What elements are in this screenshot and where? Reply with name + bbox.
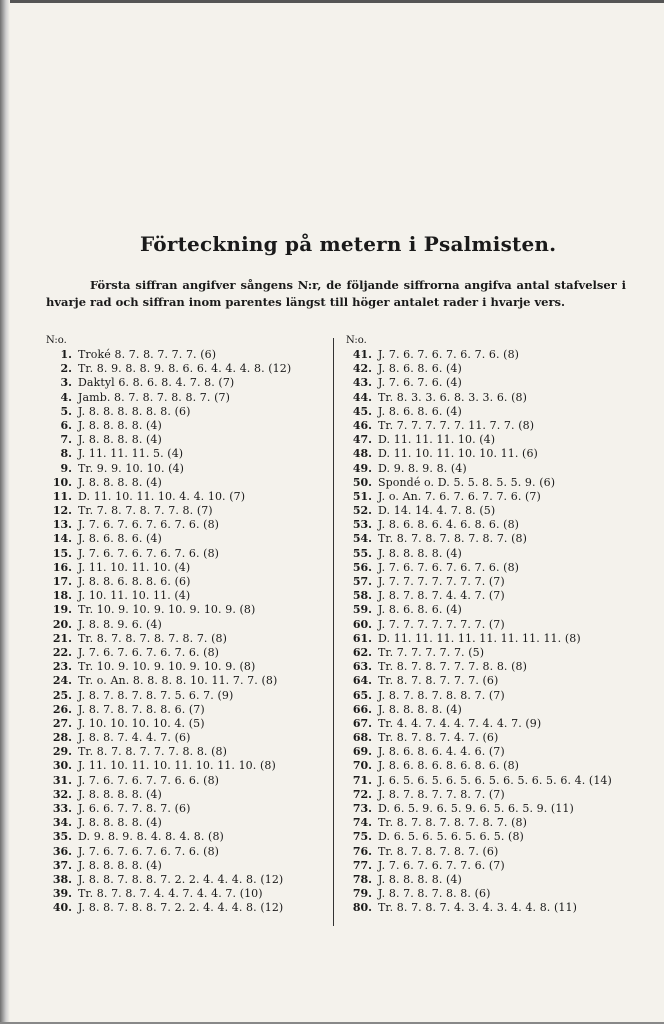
psalm-number: 36. bbox=[52, 844, 72, 858]
psalm-entry bbox=[346, 689, 636, 703]
psalm-number: 3. bbox=[60, 376, 72, 390]
psalm-number: 22. bbox=[52, 645, 72, 659]
psalm-number: 17. bbox=[52, 575, 72, 588]
psalm-entry bbox=[46, 391, 326, 405]
psalm-entry bbox=[346, 703, 636, 717]
psalm-meter: J. 10. 10. 10. 10. 4. (5) bbox=[78, 716, 205, 730]
psalm-entry bbox=[46, 788, 326, 802]
psalm-entry bbox=[46, 603, 326, 617]
psalm-entry bbox=[46, 618, 326, 632]
psalm-entry bbox=[346, 405, 636, 419]
psalm-meter: D. 14. 14. 4. 7. 8. (5) bbox=[378, 504, 496, 518]
psalm-number: 76. bbox=[352, 844, 372, 858]
psalm-entry bbox=[346, 462, 636, 476]
psalm-number: 12. bbox=[52, 504, 72, 518]
psalm-number: 50. bbox=[352, 475, 372, 489]
psalm-entry bbox=[46, 547, 326, 561]
psalm-entry bbox=[46, 575, 326, 589]
psalm-meter: Tr. o. An. 8. 8. 8. 8. 10. 11. 7. 7. (8) bbox=[78, 674, 278, 688]
psalm-number: 51. bbox=[352, 489, 372, 503]
psalm-meter: Tr. 9. 9. 10. 10. (4) bbox=[78, 461, 185, 475]
psalm-meter: J. 7. 6. 7. 6. 7. 6. 7. 6. (8) bbox=[78, 546, 220, 560]
psalm-meter: J. 8. 6. 8. 6. 4. 4. 6. (7) bbox=[378, 745, 505, 759]
psalm-entry bbox=[346, 532, 636, 546]
psalm-number: 65. bbox=[352, 688, 372, 702]
psalm-meter: J. 7. 6. 7. 6. 7. 7. 6. 6. (8) bbox=[78, 773, 220, 787]
psalm-number: 68. bbox=[352, 731, 372, 745]
psalm-meter: J. 8. 8. 8. 8. (4) bbox=[378, 546, 462, 560]
psalm-entry bbox=[46, 405, 326, 419]
psalm-meter: J. 7. 6. 7. 6. 7. 7. 6. (7) bbox=[378, 858, 505, 872]
psalm-meter: Daktyl 6. 8. 6. 8. 4. 7. 8. (7) bbox=[78, 376, 235, 390]
psalm-meter: J. 8. 8. 8. 8. (4) bbox=[78, 418, 162, 432]
psalm-number: 78. bbox=[352, 872, 372, 886]
psalm-number: 7. bbox=[60, 433, 72, 447]
psalm-entry bbox=[346, 859, 636, 873]
psalm-number: 45. bbox=[352, 404, 372, 418]
psalm-entry bbox=[46, 873, 326, 887]
psalm-meter: J. 6. 5. 6. 5. 6. 5. 6. 5. 6. 5. 6. 5. 6. 4. (14) bbox=[378, 773, 612, 787]
psalm-entry bbox=[346, 589, 636, 603]
psalm-entry bbox=[46, 745, 326, 759]
psalm-number: 31. bbox=[52, 773, 72, 787]
psalm-number: 73. bbox=[352, 802, 372, 815]
psalm-number: 49. bbox=[352, 461, 372, 475]
psalm-entry bbox=[46, 348, 326, 362]
psalm-entry bbox=[346, 447, 636, 461]
psalm-number: 18. bbox=[52, 589, 72, 603]
left-entry-list bbox=[46, 348, 326, 916]
psalm-number: 77. bbox=[352, 858, 372, 872]
psalm-meter: Spondé o. D. 5. 5. 8. 5. 5. 9. (6) bbox=[378, 475, 556, 489]
psalm-entry bbox=[346, 717, 636, 731]
psalm-number: 25. bbox=[52, 688, 72, 702]
psalm-entry bbox=[46, 447, 326, 461]
psalm-entry bbox=[46, 703, 326, 717]
psalm-number: 72. bbox=[352, 787, 372, 801]
psalm-number: 79. bbox=[352, 887, 372, 901]
psalm-meter: J. 8. 8. 8. 8. (4) bbox=[378, 872, 462, 886]
psalm-number: 8. bbox=[60, 447, 72, 461]
psalm-meter: Tr. 4. 4. 7. 4. 4. 7. 4. 4. 7. (9) bbox=[378, 716, 542, 730]
psalm-meter: Tr. 8. 7. 8. 7. 4. 4. 7. 4. 4. 7. (10) bbox=[78, 887, 263, 901]
psalm-entry bbox=[346, 433, 636, 447]
psalm-meter: J. 8. 8. 8. 8. (4) bbox=[78, 858, 162, 872]
psalm-entry bbox=[46, 802, 326, 816]
psalm-entry bbox=[346, 419, 636, 433]
psalm-entry bbox=[46, 589, 326, 603]
psalm-entry bbox=[346, 731, 636, 745]
psalm-entry bbox=[346, 887, 636, 901]
psalm-meter: J. 8. 8. 9. 6. (4) bbox=[78, 617, 162, 631]
psalm-meter: J. 8. 8. 8. 8. (4) bbox=[78, 816, 162, 830]
psalm-entry bbox=[346, 816, 636, 830]
psalm-entry bbox=[46, 561, 326, 575]
psalm-number: 6. bbox=[60, 418, 72, 432]
psalm-meter: J. 8. 6. 8. 6. (4) bbox=[78, 532, 162, 546]
psalm-number: 23. bbox=[52, 660, 72, 674]
psalm-meter: J. o. An. 7. 6. 7. 6. 7. 7. 6. (7) bbox=[378, 489, 541, 503]
psalm-number: 71. bbox=[352, 773, 372, 787]
psalm-meter: Tr. 7. 8. 7. 8. 7. 7. 8. (7) bbox=[78, 504, 213, 518]
psalm-meter: J. 8. 8. 6. 8. 8. 6. (6) bbox=[78, 575, 191, 588]
psalm-meter: J. 11. 10. 11. 10. (4) bbox=[78, 560, 191, 574]
psalm-meter: Tr. 8. 7. 8. 7. 7. 7. (6) bbox=[378, 674, 499, 688]
psalm-entry bbox=[46, 646, 326, 660]
psalm-meter: J. 10. 11. 10. 11. (4) bbox=[78, 589, 191, 603]
psalm-number: 39. bbox=[52, 887, 72, 901]
psalm-number: 34. bbox=[52, 816, 72, 830]
psalm-entry bbox=[46, 632, 326, 646]
psalm-meter: J. 8. 7. 8. 7. 8. 8. 7. (7) bbox=[378, 688, 505, 702]
psalm-number: 24. bbox=[52, 674, 72, 688]
psalm-entry bbox=[346, 745, 636, 759]
psalm-number: 43. bbox=[352, 376, 372, 390]
psalm-entry bbox=[46, 717, 326, 731]
psalm-meter: J. 8. 8. 7. 8. 8. 7. 2. 2. 4. 4. 4. 8. (12) bbox=[78, 872, 284, 886]
psalm-number: 63. bbox=[352, 660, 372, 674]
psalm-number: 75. bbox=[352, 830, 372, 844]
psalm-number: 9. bbox=[60, 461, 72, 475]
psalm-number: 21. bbox=[52, 631, 72, 645]
psalm-meter: J. 7. 6. 7. 6. (4) bbox=[378, 376, 462, 390]
psalm-entry bbox=[346, 575, 636, 589]
psalm-entry bbox=[46, 859, 326, 873]
psalm-entry bbox=[46, 362, 326, 376]
top-edge bbox=[0, 0, 664, 3]
psalm-number: 40. bbox=[52, 901, 72, 915]
psalm-meter: D. 11. 11. 11. 11. 11. 11. 11. 11. (8) bbox=[378, 631, 581, 645]
psalm-number: 58. bbox=[352, 589, 372, 603]
left-column bbox=[46, 334, 326, 916]
psalm-number: 35. bbox=[52, 830, 72, 844]
psalm-entry bbox=[46, 845, 326, 859]
psalm-number: 74. bbox=[352, 816, 372, 830]
column-divider bbox=[333, 338, 334, 926]
psalm-entry bbox=[46, 689, 326, 703]
psalm-number: 44. bbox=[352, 390, 372, 404]
psalm-meter: D. 9. 8. 9. 8. 4. 8. 4. 8. (8) bbox=[78, 830, 224, 844]
psalm-meter: J. 8. 8. 8. 8. (4) bbox=[78, 433, 162, 447]
psalm-entry bbox=[346, 830, 636, 844]
psalm-entry bbox=[346, 901, 636, 915]
psalm-meter: Tr. 8. 9. 8. 8. 9. 8. 6. 6. 4. 4. 4. 8. (12) bbox=[78, 362, 292, 376]
psalm-entry bbox=[46, 376, 326, 390]
psalm-number: 61. bbox=[352, 631, 372, 645]
psalm-entry bbox=[346, 547, 636, 561]
psalm-meter: Tr. 7. 7. 7. 7. 7. (5) bbox=[378, 645, 485, 659]
psalm-number: 15. bbox=[52, 546, 72, 560]
psalm-number: 56. bbox=[352, 560, 372, 574]
right-column bbox=[346, 334, 636, 916]
psalm-entry bbox=[346, 391, 636, 405]
psalm-number: 26. bbox=[52, 702, 72, 716]
psalm-meter: Troké 8. 7. 8. 7. 7. 7. (6) bbox=[78, 348, 217, 361]
psalm-entry bbox=[46, 504, 326, 518]
page-title: Förteckning på metern i Psalmisten. bbox=[140, 232, 557, 256]
psalm-meter: J. 7. 7. 7. 7. 7. 7. 7. (7) bbox=[378, 575, 505, 588]
psalm-number: 46. bbox=[352, 418, 372, 432]
psalm-entry bbox=[346, 376, 636, 390]
psalm-entry bbox=[346, 603, 636, 617]
psalm-meter: J. 8. 7. 8. 7. 7. 8. 7. (7) bbox=[378, 787, 505, 801]
psalm-number: 66. bbox=[352, 702, 372, 716]
psalm-number: 57. bbox=[352, 575, 372, 588]
psalm-meter: J. 7. 6. 7. 6. 7. 6. 7. 6. (8) bbox=[78, 518, 220, 532]
psalm-meter: J. 8. 6. 8. 6. (4) bbox=[378, 404, 462, 418]
psalm-meter: D. 6. 5. 9. 6. 5. 9. 6. 5. 6. 5. 9. (11) bbox=[378, 802, 574, 815]
psalm-number: 14. bbox=[52, 532, 72, 546]
psalm-meter: J. 8. 8. 8. 8. 8. 8. (6) bbox=[78, 404, 191, 418]
psalm-entry bbox=[346, 561, 636, 575]
psalm-entry bbox=[46, 532, 326, 546]
psalm-number: 59. bbox=[352, 603, 372, 617]
psalm-number: 37. bbox=[52, 858, 72, 872]
psalm-entry bbox=[346, 476, 636, 490]
psalm-meter: Tr. 10. 9. 10. 9. 10. 9. 10. 9. (8) bbox=[78, 660, 256, 674]
psalm-meter: J. 8. 6. 8. 6. 8. 6. 8. 6. (8) bbox=[378, 759, 520, 773]
psalm-number: 32. bbox=[52, 787, 72, 801]
psalm-number: 16. bbox=[52, 560, 72, 574]
psalm-meter: J. 8. 7. 8. 7. 8. 7. 5. 6. 7. (9) bbox=[78, 688, 234, 702]
psalm-number: 55. bbox=[352, 546, 372, 560]
psalm-meter: Tr. 8. 7. 8. 7. 8. 7. (6) bbox=[378, 844, 499, 858]
psalm-entry bbox=[46, 816, 326, 830]
psalm-number: 69. bbox=[352, 745, 372, 759]
psalm-number: 47. bbox=[352, 433, 372, 447]
psalm-meter: Tr. 8. 7. 8. 7. 8. 7. 8. 7. (8) bbox=[78, 631, 227, 645]
psalm-meter: J. 7. 7. 7. 7. 7. 7. 7. (7) bbox=[378, 617, 505, 631]
psalm-number: 5. bbox=[60, 404, 72, 418]
psalm-number: 54. bbox=[352, 532, 372, 546]
psalm-number: 48. bbox=[352, 447, 372, 461]
psalm-number: 20. bbox=[52, 617, 72, 631]
psalm-entry bbox=[46, 774, 326, 788]
psalm-meter: D. 11. 10. 11. 10. 4. 4. 10. (7) bbox=[78, 489, 246, 503]
psalm-meter: J. 8. 6. 8. 6. (4) bbox=[378, 603, 462, 617]
psalm-meter: Tr. 8. 7. 8. 7. 4. 7. (6) bbox=[378, 731, 499, 745]
psalm-entry bbox=[46, 462, 326, 476]
psalm-meter: J. 8. 8. 8. 8. (4) bbox=[78, 787, 162, 801]
right-column-header: N:o. bbox=[346, 335, 367, 346]
psalm-meter: Tr. 8. 7. 8. 7. 7. 7. 8. 8. (8) bbox=[378, 660, 527, 674]
psalm-number: 60. bbox=[352, 617, 372, 631]
psalm-meter: D. 11. 11. 11. 10. (4) bbox=[378, 433, 496, 447]
psalm-entry bbox=[346, 618, 636, 632]
left-column-header: N:o. bbox=[46, 335, 67, 346]
psalm-entry bbox=[46, 887, 326, 901]
psalm-meter: J. 8. 6. 8. 6. (4) bbox=[378, 362, 462, 376]
psalm-number: 1. bbox=[60, 348, 72, 361]
psalm-meter: D. 6. 5. 6. 5. 6. 5. 6. 5. (8) bbox=[378, 830, 524, 844]
psalm-number: 41. bbox=[352, 348, 372, 361]
psalm-number: 52. bbox=[352, 504, 372, 518]
psalm-meter: Tr. 8. 7. 8. 7. 8. 7. 8. 7. (8) bbox=[378, 816, 527, 830]
psalm-meter: D. 11. 10. 11. 10. 10. 11. (6) bbox=[378, 447, 538, 461]
psalm-entry bbox=[346, 674, 636, 688]
psalm-entry bbox=[346, 348, 636, 362]
psalm-meter: J. 8. 8. 7. 8. 8. 7. 2. 2. 4. 4. 4. 8. (12) bbox=[78, 901, 284, 915]
psalm-meter: J. 7. 6. 7. 6. 7. 6. 7. 6. (8) bbox=[78, 844, 220, 858]
psalm-number: 4. bbox=[60, 390, 72, 404]
psalm-meter: Jamb. 8. 7. 8. 7. 8. 8. 7. (7) bbox=[78, 390, 230, 404]
psalm-number: 64. bbox=[352, 674, 372, 688]
psalm-number: 2. bbox=[60, 362, 72, 376]
psalm-entry bbox=[46, 830, 326, 844]
psalm-meter: J. 7. 6. 7. 6. 7. 6. 7. 6. (8) bbox=[78, 645, 220, 659]
psalm-entry bbox=[46, 490, 326, 504]
psalm-number: 80. bbox=[352, 901, 372, 915]
psalm-entry bbox=[346, 362, 636, 376]
psalm-entry bbox=[346, 660, 636, 674]
psalm-meter: J. 8. 7. 8. 7. 8. 8. (6) bbox=[378, 887, 491, 901]
psalm-entry bbox=[346, 802, 636, 816]
psalm-meter: Tr. 8. 7. 8. 7. 8. 7. 8. 7. (8) bbox=[378, 532, 527, 546]
psalm-meter: Tr. 8. 7. 8. 7. 7. 7. 8. 8. (8) bbox=[78, 745, 227, 759]
right-entry-list bbox=[346, 348, 636, 916]
psalm-number: 42. bbox=[352, 362, 372, 376]
psalm-entry bbox=[346, 518, 636, 532]
psalm-entry bbox=[46, 660, 326, 674]
psalm-entry bbox=[46, 433, 326, 447]
psalm-meter: D. 9. 8. 9. 8. (4) bbox=[378, 461, 467, 475]
psalm-meter: J. 8. 8. 7. 4. 4. 7. (6) bbox=[78, 731, 191, 745]
psalm-number: 67. bbox=[352, 716, 372, 730]
psalm-number: 28. bbox=[52, 731, 72, 745]
psalm-number: 19. bbox=[52, 603, 72, 617]
intro-paragraph: Första siffran angifver sångens N:r, de följande siffrorna angifva antal stafvelser i hvarje rad och siffran inom parentes längst till höger antalet rader i hvarje vers. bbox=[46, 278, 626, 309]
psalm-number: 33. bbox=[52, 802, 72, 815]
psalm-meter: Tr. 8. 7. 8. 7. 4. 3. 4. 3. 4. 4. 8. (11) bbox=[378, 901, 577, 915]
binding-edge bbox=[0, 0, 10, 1024]
psalm-meter: J. 8. 8. 8. 8. (4) bbox=[78, 475, 162, 489]
psalm-number: 29. bbox=[52, 745, 72, 759]
psalm-entry bbox=[346, 632, 636, 646]
psalm-meter: J. 8. 8. 8. 8. (4) bbox=[378, 702, 462, 716]
psalm-number: 10. bbox=[52, 475, 72, 489]
psalm-entry bbox=[346, 845, 636, 859]
psalm-entry bbox=[346, 490, 636, 504]
psalm-meter: Tr. 8. 3. 3. 6. 8. 3. 3. 6. (8) bbox=[378, 390, 527, 404]
psalm-entry bbox=[46, 731, 326, 745]
psalm-number: 38. bbox=[52, 872, 72, 886]
psalm-entry bbox=[346, 504, 636, 518]
psalm-meter: J. 8. 7. 8. 7. 4. 4. 7. (7) bbox=[378, 589, 505, 603]
psalm-entry bbox=[46, 518, 326, 532]
psalm-entry bbox=[346, 788, 636, 802]
psalm-meter: J. 7. 6. 7. 6. 7. 6. 7. 6. (8) bbox=[378, 560, 520, 574]
psalm-meter: J. 8. 7. 8. 7. 8. 8. 6. (7) bbox=[78, 702, 205, 716]
psalm-number: 11. bbox=[52, 489, 72, 503]
psalm-meter: J. 6. 6. 7. 7. 8. 7. (6) bbox=[78, 802, 191, 815]
psalm-entry bbox=[46, 674, 326, 688]
psalm-number: 70. bbox=[352, 759, 372, 773]
psalm-entry bbox=[346, 759, 636, 773]
psalm-number: 62. bbox=[352, 645, 372, 659]
psalm-number: 27. bbox=[52, 716, 72, 730]
psalm-entry bbox=[346, 774, 636, 788]
psalm-meter: J. 11. 10. 11. 10. 11. 10. 11. 10. (8) bbox=[78, 759, 276, 773]
psalm-meter: J. 8. 6. 8. 6. 4. 6. 8. 6. (8) bbox=[378, 518, 520, 532]
psalm-meter: Tr. 10. 9. 10. 9. 10. 9. 10. 9. (8) bbox=[78, 603, 256, 617]
psalm-entry bbox=[346, 873, 636, 887]
psalm-entry bbox=[46, 901, 326, 915]
psalm-entry bbox=[46, 759, 326, 773]
psalm-entry bbox=[46, 476, 326, 490]
psalm-number: 13. bbox=[52, 518, 72, 532]
psalm-number: 30. bbox=[52, 759, 72, 773]
psalm-entry bbox=[346, 646, 636, 660]
psalm-meter: J. 7. 6. 7. 6. 7. 6. 7. 6. (8) bbox=[378, 348, 520, 361]
psalm-entry bbox=[46, 419, 326, 433]
psalm-number: 53. bbox=[352, 518, 372, 532]
psalm-meter: Tr. 7. 7. 7. 7. 7. 11. 7. 7. (8) bbox=[378, 418, 535, 432]
psalm-meter: J. 11. 11. 11. 5. (4) bbox=[78, 447, 184, 461]
